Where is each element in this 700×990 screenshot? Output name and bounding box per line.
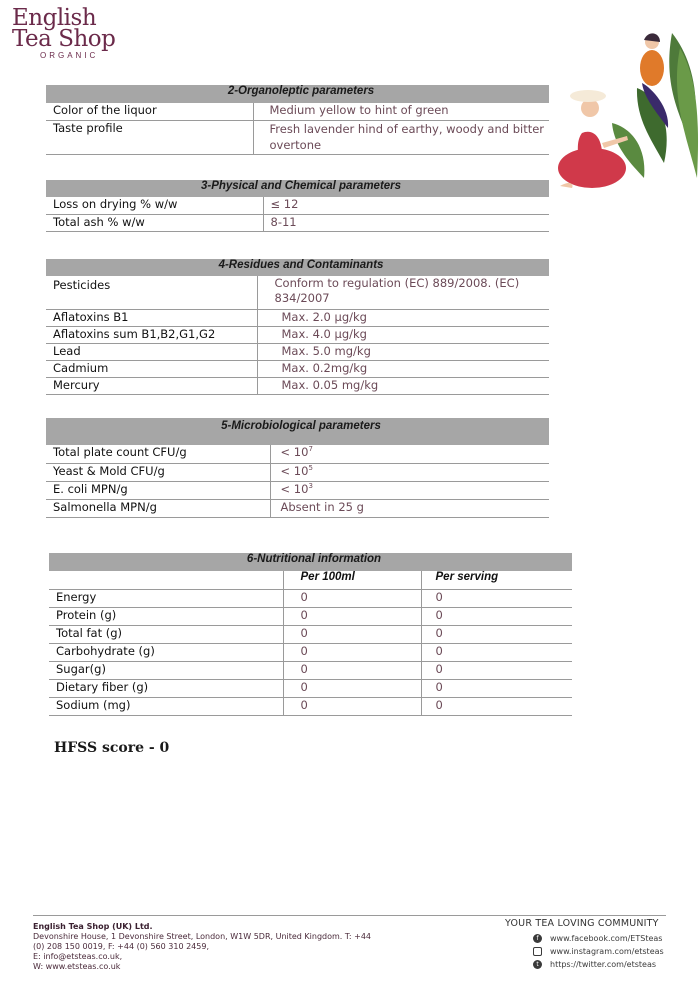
twitter-link[interactable]: t https://twitter.com/etsteas <box>533 958 670 971</box>
value-per100: 0 <box>283 625 421 643</box>
col-header-serving: Per serving <box>421 571 572 589</box>
row-label: Cadmium <box>46 360 257 377</box>
value-exponent: 3 <box>308 481 313 490</box>
row-label: Taste profile <box>46 120 253 154</box>
row-label: Color of the liquor <box>46 103 253 120</box>
brand-line-3: ORGANIC <box>40 51 99 60</box>
value-serving: 0 <box>421 679 572 697</box>
value-serving: 0 <box>421 643 572 661</box>
section-title: 6-Nutritional information <box>49 553 572 571</box>
row-value: < $10^5$ <box>270 463 549 481</box>
value-per100: 0 <box>283 679 421 697</box>
row-label: Total ash % w/w <box>46 214 263 231</box>
section-title: 5-Microbiological parameters <box>46 418 549 445</box>
company-name: English Tea Shop (UK) Ltd. <box>33 922 153 931</box>
row-label: Pesticides <box>46 276 257 309</box>
row-label: Sodium (mg) <box>49 697 283 715</box>
row-value: < $10^3$ <box>270 481 549 499</box>
value-per100: 0 <box>283 607 421 625</box>
brand-line-1: English <box>12 5 97 31</box>
row-value: ≤ 12 <box>263 197 549 214</box>
address-line: Devonshire House, 1 Devonshire Street, London, W1W 5DR, United Kingdom. T: +44 (0) 208 150 0019, F: +44 (0) 560 310 2459, <box>33 932 372 951</box>
brand-logo <box>12 5 162 62</box>
footer-address <box>33 922 373 972</box>
row-value: Max. 0.05 mg/kg <box>257 377 549 394</box>
instagram-icon <box>533 947 542 956</box>
section-title: 3-Physical and Chemical parameters <box>46 180 549 197</box>
row-label: Carbohydrate (g) <box>49 643 283 661</box>
row-label: Aflatoxins B1 <box>46 309 257 326</box>
value-per100: 0 <box>283 661 421 679</box>
row-label: Sugar(g) <box>49 661 283 679</box>
facebook-icon: f <box>533 934 542 943</box>
row-label: Total fat (g) <box>49 625 283 643</box>
row-label: Salmonella MPN/g <box>46 499 270 517</box>
row-label: Aflatoxins sum B1,B2,G1,G2 <box>46 326 257 343</box>
community-tagline: YOUR TEA LOVING COMMUNITY <box>505 918 659 929</box>
row-value: Max. 0.2mg/kg <box>257 360 549 377</box>
value-exponent: 7 <box>308 445 313 454</box>
col-header-per100: Per 100ml <box>283 571 421 589</box>
row-label: Total plate count CFU/g <box>46 445 270 463</box>
value-serving: 0 <box>421 589 572 607</box>
row-label: E. coli MPN/g <box>46 481 270 499</box>
physical-table <box>46 180 549 232</box>
value-serving: 0 <box>421 661 572 679</box>
value-per100: 0 <box>283 589 421 607</box>
section-title: 4-Residues and Contaminants <box>46 259 549 276</box>
brand-line-2: Tea Shop <box>12 26 116 52</box>
row-value: Absent in 25 g <box>270 499 549 517</box>
value-serving: 0 <box>421 607 572 625</box>
row-value: Max. 2.0 µg/kg <box>257 309 549 326</box>
residues-table <box>46 259 549 395</box>
row-value: Max. 5.0 mg/kg <box>257 343 549 360</box>
micro-table <box>46 418 549 518</box>
row-label: Protein (g) <box>49 607 283 625</box>
value-serving: 0 <box>421 697 572 715</box>
value-exponent: 5 <box>308 463 313 472</box>
hfss-score: HFSS score - 0 <box>54 740 170 756</box>
email-line[interactable]: E: info@etsteas.co.uk, <box>33 952 123 961</box>
row-label: Yeast & Mold CFU/g <box>46 463 270 481</box>
twitter-icon: t <box>533 960 542 969</box>
organoleptic-table <box>46 85 549 155</box>
row-value: Max. 4.0 µg/kg <box>257 326 549 343</box>
social-links <box>505 918 670 971</box>
web-line[interactable]: W: www.etsteas.co.uk <box>33 962 121 971</box>
row-label: Dietary fiber (g) <box>49 679 283 697</box>
value-serving: 0 <box>421 625 572 643</box>
row-value: Medium yellow to hint of green <box>253 103 549 120</box>
row-value: < $10^7$ <box>270 445 549 463</box>
row-value: Fresh lavender hind of earthy, woody and bitter overtone <box>253 120 549 154</box>
value-per100: 0 <box>283 643 421 661</box>
value-per100: 0 <box>283 697 421 715</box>
row-label: Energy <box>49 589 283 607</box>
facebook-link[interactable]: f www.facebook.com/ETSteas <box>533 932 670 945</box>
row-label: Lead <box>46 343 257 360</box>
section-title: 2-Organoleptic parameters <box>46 85 549 103</box>
nutrition-table <box>49 553 572 716</box>
footer-divider <box>33 915 666 916</box>
row-label: Mercury <box>46 377 257 394</box>
row-value: Conform to regulation (EC) 889/2008. (EC) 834/2007 <box>257 276 549 309</box>
tea-picking-illustration <box>552 28 700 198</box>
row-label: Loss on drying % w/w <box>46 197 263 214</box>
instagram-link[interactable]: www.instagram.com/etsteas <box>533 945 670 958</box>
row-value: 8-11 <box>263 214 549 231</box>
